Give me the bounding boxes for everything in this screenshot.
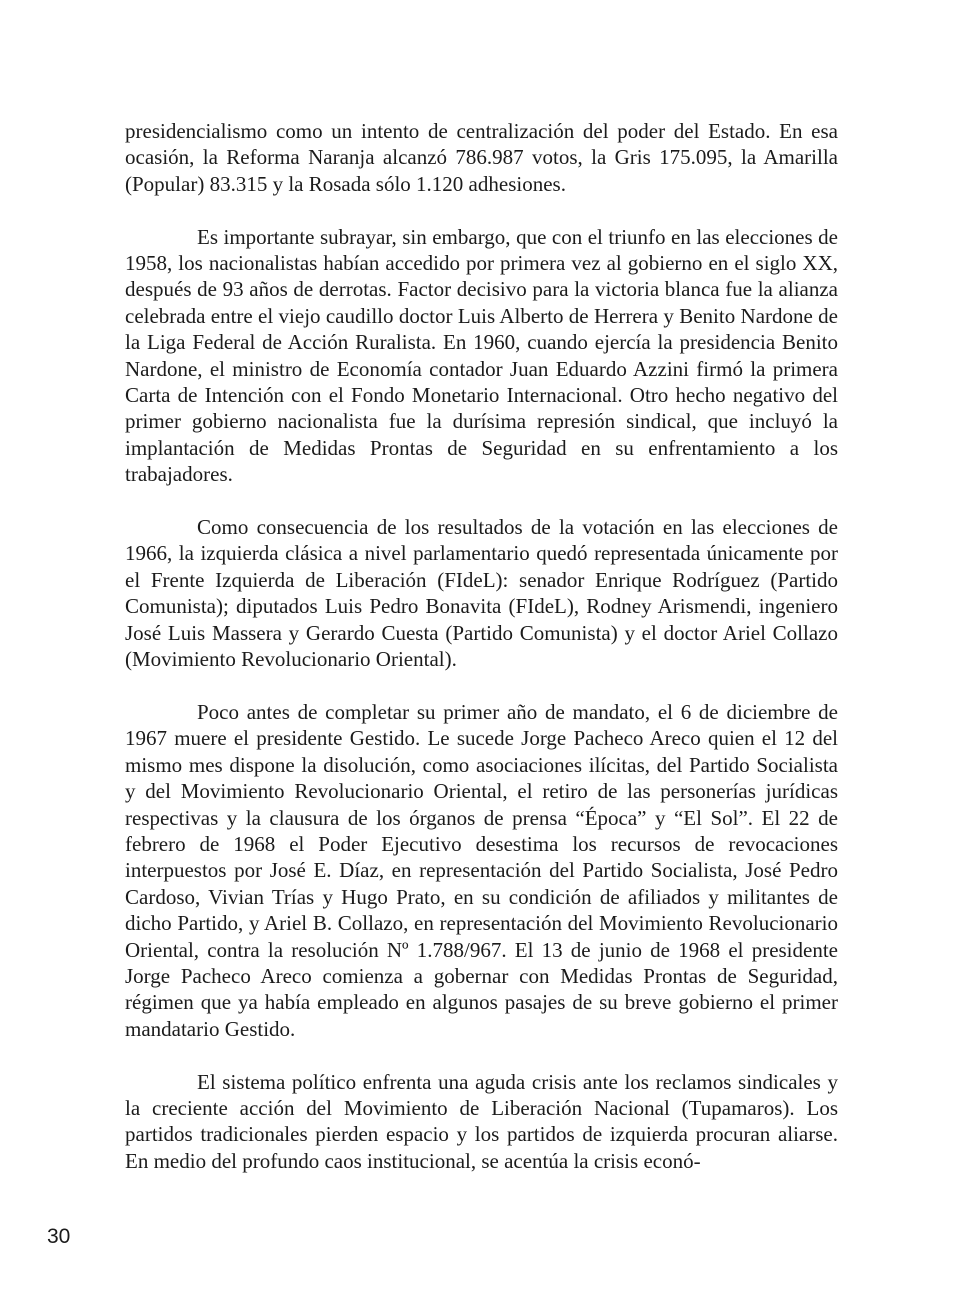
paragraph-political-crisis: El sistema político enfrenta una aguda crisis ante los reclamos sindicales y la creciente acción del Movimiento de Liberación Nacional (Tupamaros). Los partidos tradicionales pierden espacio y los partidos de izquierda procuran aliarse. En medio del profundo caos institucional, se acentúa la crisis econó- (125, 1069, 838, 1173)
page-number: 30 (47, 1225, 71, 1248)
paragraph-continuation: presidencialismo como un intento de centralización del poder del Estado. En esa ocasión, la Reforma Naranja alcanzó 786.987 votos, la Gris 175.095, la Amarilla (Popular) 83.315 y la Rosada sólo 1.120 adhesiones. (125, 119, 838, 196)
paragraph-elections-1958: Es importante subrayar, sin embargo, que con el triunfo en las elecciones de 1958, los nacionalistas habían accedido por primera vez al gobierno en el siglo XX, después de 93 años de derrotas. Factor decisivo para la victoria blanca fue la alianza celebrada entre el viejo caudillo doctor Luis Alberto de Herrera y Benito Nardone de la Liga Federal de Acción Ruralista. En 1960, cuando ejercía la presidencia Benito Nardone, el ministro de Economía contador Juan Eduardo Azzini firmó la primera Carta de Intención con el Fondo Monetario Internacional. Otro hecho negativo del primer gobierno nacionalista fue la durísima represión sindical, que incluyó la implantación de Medidas Prontas de Seguridad en su enfrentamiento a los trabajadores. (125, 224, 838, 487)
body-text (125, 118, 838, 1174)
paragraph-elections-1966: Como consecuencia de los resultados de la votación en las elecciones de 1966, la izquierda clásica a nivel parlamentario quedó representada únicamente por el Frente Izquierda de Liberación (FIdeL): senador Enrique Rodríguez (Partido Comunista); diputados Luis Pedro Bonavita (FIdeL), Rodney Arismendi, ingeniero José Luis Massera y Gerardo Cuesta (Partido Comunista) y el doctor Ariel Collazo (Movimiento Revolucionario Oriental). (125, 515, 838, 672)
paragraph-pacheco-areco: Poco antes de completar su primer año de mandato, el 6 de diciembre de 1967 muere el presidente Gestido. Le sucede Jorge Pacheco Areco quien el 12 del mismo mes dispone la disolución, como asociaciones ilícitas, del Partido Socialista y del Movimiento Revolucionario Oriental, el retiro de las personerías jurídicas respectivas y la clausura de los órganos de prensa “Época” y “El Sol”. El 22 de febrero de 1968 el Poder Ejecutivo desestima los recursos de revocaciones interpuestos por José E. Díaz, en representación del Partido Socialista, José Pedro Cardoso, Vivian Trías y Hugo Prato, en su condición de afiliados y militantes de dicho Partido, y Ariel B. Collazo, en representación del Movimiento Revolucionario Oriental, contra la resolución Nº 1.788/967. El 13 de junio de 1968 el presidente Jorge Pacheco Areco comienza a gobernar con Medidas Prontas de Seguridad, régimen que ya había empleado en algunos pasajes de su breve gobierno el primer mandatario Gestido. (125, 699, 838, 1041)
